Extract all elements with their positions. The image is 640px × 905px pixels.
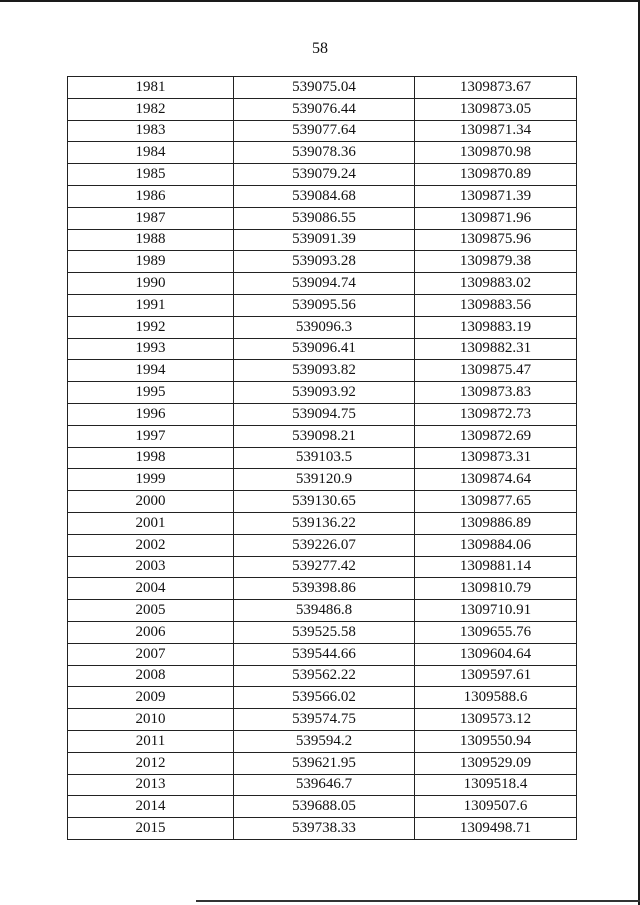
y-coordinate-cell: 1309877.65 bbox=[415, 491, 577, 513]
table-row bbox=[68, 665, 577, 687]
table-row bbox=[68, 382, 577, 404]
table-row bbox=[68, 316, 577, 338]
table-row bbox=[68, 534, 577, 556]
y-coordinate-cell: 1309810.79 bbox=[415, 578, 577, 600]
y-coordinate-cell: 1309507.6 bbox=[415, 796, 577, 818]
table-row bbox=[68, 469, 577, 491]
y-coordinate-cell: 1309879.38 bbox=[415, 251, 577, 273]
point-number-cell: 1987 bbox=[68, 207, 234, 229]
point-number-cell: 2000 bbox=[68, 491, 234, 513]
y-coordinate-cell: 1309655.76 bbox=[415, 621, 577, 643]
table-row bbox=[68, 403, 577, 425]
y-coordinate-cell: 1309871.34 bbox=[415, 120, 577, 142]
point-number-cell: 2002 bbox=[68, 534, 234, 556]
table-row bbox=[68, 251, 577, 273]
point-number-cell: 1989 bbox=[68, 251, 234, 273]
point-number-cell: 2011 bbox=[68, 730, 234, 752]
point-number-cell: 1986 bbox=[68, 185, 234, 207]
y-coordinate-cell: 1309498.71 bbox=[415, 818, 577, 840]
table-row bbox=[68, 120, 577, 142]
point-number-cell: 1992 bbox=[68, 316, 234, 338]
table-row bbox=[68, 752, 577, 774]
y-coordinate-cell: 1309886.89 bbox=[415, 512, 577, 534]
point-number-cell: 1999 bbox=[68, 469, 234, 491]
x-coordinate-cell: 539093.82 bbox=[234, 360, 415, 382]
x-coordinate-cell: 539486.8 bbox=[234, 600, 415, 622]
y-coordinate-cell: 1309883.19 bbox=[415, 316, 577, 338]
table-row bbox=[68, 709, 577, 731]
x-coordinate-cell: 539077.64 bbox=[234, 120, 415, 142]
point-number-cell: 1981 bbox=[68, 77, 234, 99]
point-number-cell: 2015 bbox=[68, 818, 234, 840]
point-number-cell: 2012 bbox=[68, 752, 234, 774]
point-number-cell: 2007 bbox=[68, 643, 234, 665]
point-number-cell: 1990 bbox=[68, 273, 234, 295]
table-row bbox=[68, 98, 577, 120]
table-row bbox=[68, 818, 577, 840]
y-coordinate-cell: 1309871.96 bbox=[415, 207, 577, 229]
point-number-cell: 1991 bbox=[68, 294, 234, 316]
table-row bbox=[68, 185, 577, 207]
y-coordinate-cell: 1309873.31 bbox=[415, 447, 577, 469]
x-coordinate-cell: 539084.68 bbox=[234, 185, 415, 207]
x-coordinate-cell: 539103.5 bbox=[234, 447, 415, 469]
x-coordinate-cell: 539076.44 bbox=[234, 98, 415, 120]
table-row bbox=[68, 621, 577, 643]
table-row bbox=[68, 512, 577, 534]
page-top-border bbox=[0, 0, 640, 2]
x-coordinate-cell: 539562.22 bbox=[234, 665, 415, 687]
table-row bbox=[68, 360, 577, 382]
point-number-cell: 1982 bbox=[68, 98, 234, 120]
y-coordinate-cell: 1309573.12 bbox=[415, 709, 577, 731]
table-row bbox=[68, 643, 577, 665]
table-row bbox=[68, 687, 577, 709]
point-number-cell: 1997 bbox=[68, 425, 234, 447]
table-row bbox=[68, 491, 577, 513]
y-coordinate-cell: 1309883.56 bbox=[415, 294, 577, 316]
y-coordinate-cell: 1309873.05 bbox=[415, 98, 577, 120]
x-coordinate-cell: 539075.04 bbox=[234, 77, 415, 99]
table-row bbox=[68, 77, 577, 99]
x-coordinate-cell: 539096.41 bbox=[234, 338, 415, 360]
x-coordinate-cell: 539096.3 bbox=[234, 316, 415, 338]
x-coordinate-cell: 539621.95 bbox=[234, 752, 415, 774]
x-coordinate-cell: 539093.92 bbox=[234, 382, 415, 404]
point-number-cell: 1994 bbox=[68, 360, 234, 382]
x-coordinate-cell: 539525.58 bbox=[234, 621, 415, 643]
x-coordinate-cell: 539277.42 bbox=[234, 556, 415, 578]
x-coordinate-cell: 539078.36 bbox=[234, 142, 415, 164]
y-coordinate-cell: 1309518.4 bbox=[415, 774, 577, 796]
table-row bbox=[68, 229, 577, 251]
table-row bbox=[68, 730, 577, 752]
y-coordinate-cell: 1309710.91 bbox=[415, 600, 577, 622]
table-row bbox=[68, 556, 577, 578]
table-row bbox=[68, 600, 577, 622]
y-coordinate-cell: 1309882.31 bbox=[415, 338, 577, 360]
table-row bbox=[68, 142, 577, 164]
y-coordinate-cell: 1309588.6 bbox=[415, 687, 577, 709]
x-coordinate-cell: 539738.33 bbox=[234, 818, 415, 840]
table-row bbox=[68, 425, 577, 447]
point-number-cell: 1996 bbox=[68, 403, 234, 425]
y-coordinate-cell: 1309870.89 bbox=[415, 164, 577, 186]
y-coordinate-cell: 1309529.09 bbox=[415, 752, 577, 774]
table-row bbox=[68, 294, 577, 316]
point-number-cell: 2009 bbox=[68, 687, 234, 709]
x-coordinate-cell: 539079.24 bbox=[234, 164, 415, 186]
x-coordinate-cell: 539688.05 bbox=[234, 796, 415, 818]
y-coordinate-cell: 1309873.67 bbox=[415, 77, 577, 99]
y-coordinate-cell: 1309873.83 bbox=[415, 382, 577, 404]
x-coordinate-cell: 539574.75 bbox=[234, 709, 415, 731]
page-number: 58 bbox=[312, 40, 328, 57]
y-coordinate-cell: 1309870.98 bbox=[415, 142, 577, 164]
point-number-cell: 2006 bbox=[68, 621, 234, 643]
point-number-cell: 1983 bbox=[68, 120, 234, 142]
coordinates-table bbox=[67, 76, 577, 840]
x-coordinate-cell: 539544.66 bbox=[234, 643, 415, 665]
table-row bbox=[68, 796, 577, 818]
x-coordinate-cell: 539098.21 bbox=[234, 425, 415, 447]
x-coordinate-cell: 539566.02 bbox=[234, 687, 415, 709]
table-row bbox=[68, 447, 577, 469]
x-coordinate-cell: 539091.39 bbox=[234, 229, 415, 251]
x-coordinate-cell: 539120.9 bbox=[234, 469, 415, 491]
x-coordinate-cell: 539226.07 bbox=[234, 534, 415, 556]
x-coordinate-cell: 539130.65 bbox=[234, 491, 415, 513]
table-row bbox=[68, 774, 577, 796]
y-coordinate-cell: 1309550.94 bbox=[415, 730, 577, 752]
x-coordinate-cell: 539398.86 bbox=[234, 578, 415, 600]
table-row bbox=[68, 578, 577, 600]
x-coordinate-cell: 539093.28 bbox=[234, 251, 415, 273]
y-coordinate-cell: 1309884.06 bbox=[415, 534, 577, 556]
point-number-cell: 2005 bbox=[68, 600, 234, 622]
x-coordinate-cell: 539095.56 bbox=[234, 294, 415, 316]
y-coordinate-cell: 1309872.73 bbox=[415, 403, 577, 425]
point-number-cell: 1995 bbox=[68, 382, 234, 404]
x-coordinate-cell: 539094.74 bbox=[234, 273, 415, 295]
x-coordinate-cell: 539136.22 bbox=[234, 512, 415, 534]
point-number-cell: 2008 bbox=[68, 665, 234, 687]
bottom-rule bbox=[196, 900, 640, 902]
y-coordinate-cell: 1309872.69 bbox=[415, 425, 577, 447]
point-number-cell: 2001 bbox=[68, 512, 234, 534]
y-coordinate-cell: 1309883.02 bbox=[415, 273, 577, 295]
point-number-cell: 2014 bbox=[68, 796, 234, 818]
point-number-cell: 1988 bbox=[68, 229, 234, 251]
y-coordinate-cell: 1309881.14 bbox=[415, 556, 577, 578]
table-row bbox=[68, 338, 577, 360]
point-number-cell: 1993 bbox=[68, 338, 234, 360]
table-row bbox=[68, 207, 577, 229]
point-number-cell: 1984 bbox=[68, 142, 234, 164]
x-coordinate-cell: 539086.55 bbox=[234, 207, 415, 229]
table-row bbox=[68, 273, 577, 295]
coordinates-table-body bbox=[68, 77, 577, 840]
point-number-cell: 2010 bbox=[68, 709, 234, 731]
point-number-cell: 1985 bbox=[68, 164, 234, 186]
point-number-cell: 2003 bbox=[68, 556, 234, 578]
point-number-cell: 1998 bbox=[68, 447, 234, 469]
table-row bbox=[68, 164, 577, 186]
y-coordinate-cell: 1309597.61 bbox=[415, 665, 577, 687]
y-coordinate-cell: 1309874.64 bbox=[415, 469, 577, 491]
point-number-cell: 2004 bbox=[68, 578, 234, 600]
y-coordinate-cell: 1309875.47 bbox=[415, 360, 577, 382]
x-coordinate-cell: 539594.2 bbox=[234, 730, 415, 752]
y-coordinate-cell: 1309871.39 bbox=[415, 185, 577, 207]
y-coordinate-cell: 1309604.64 bbox=[415, 643, 577, 665]
y-coordinate-cell: 1309875.96 bbox=[415, 229, 577, 251]
x-coordinate-cell: 539094.75 bbox=[234, 403, 415, 425]
point-number-cell: 2013 bbox=[68, 774, 234, 796]
x-coordinate-cell: 539646.7 bbox=[234, 774, 415, 796]
